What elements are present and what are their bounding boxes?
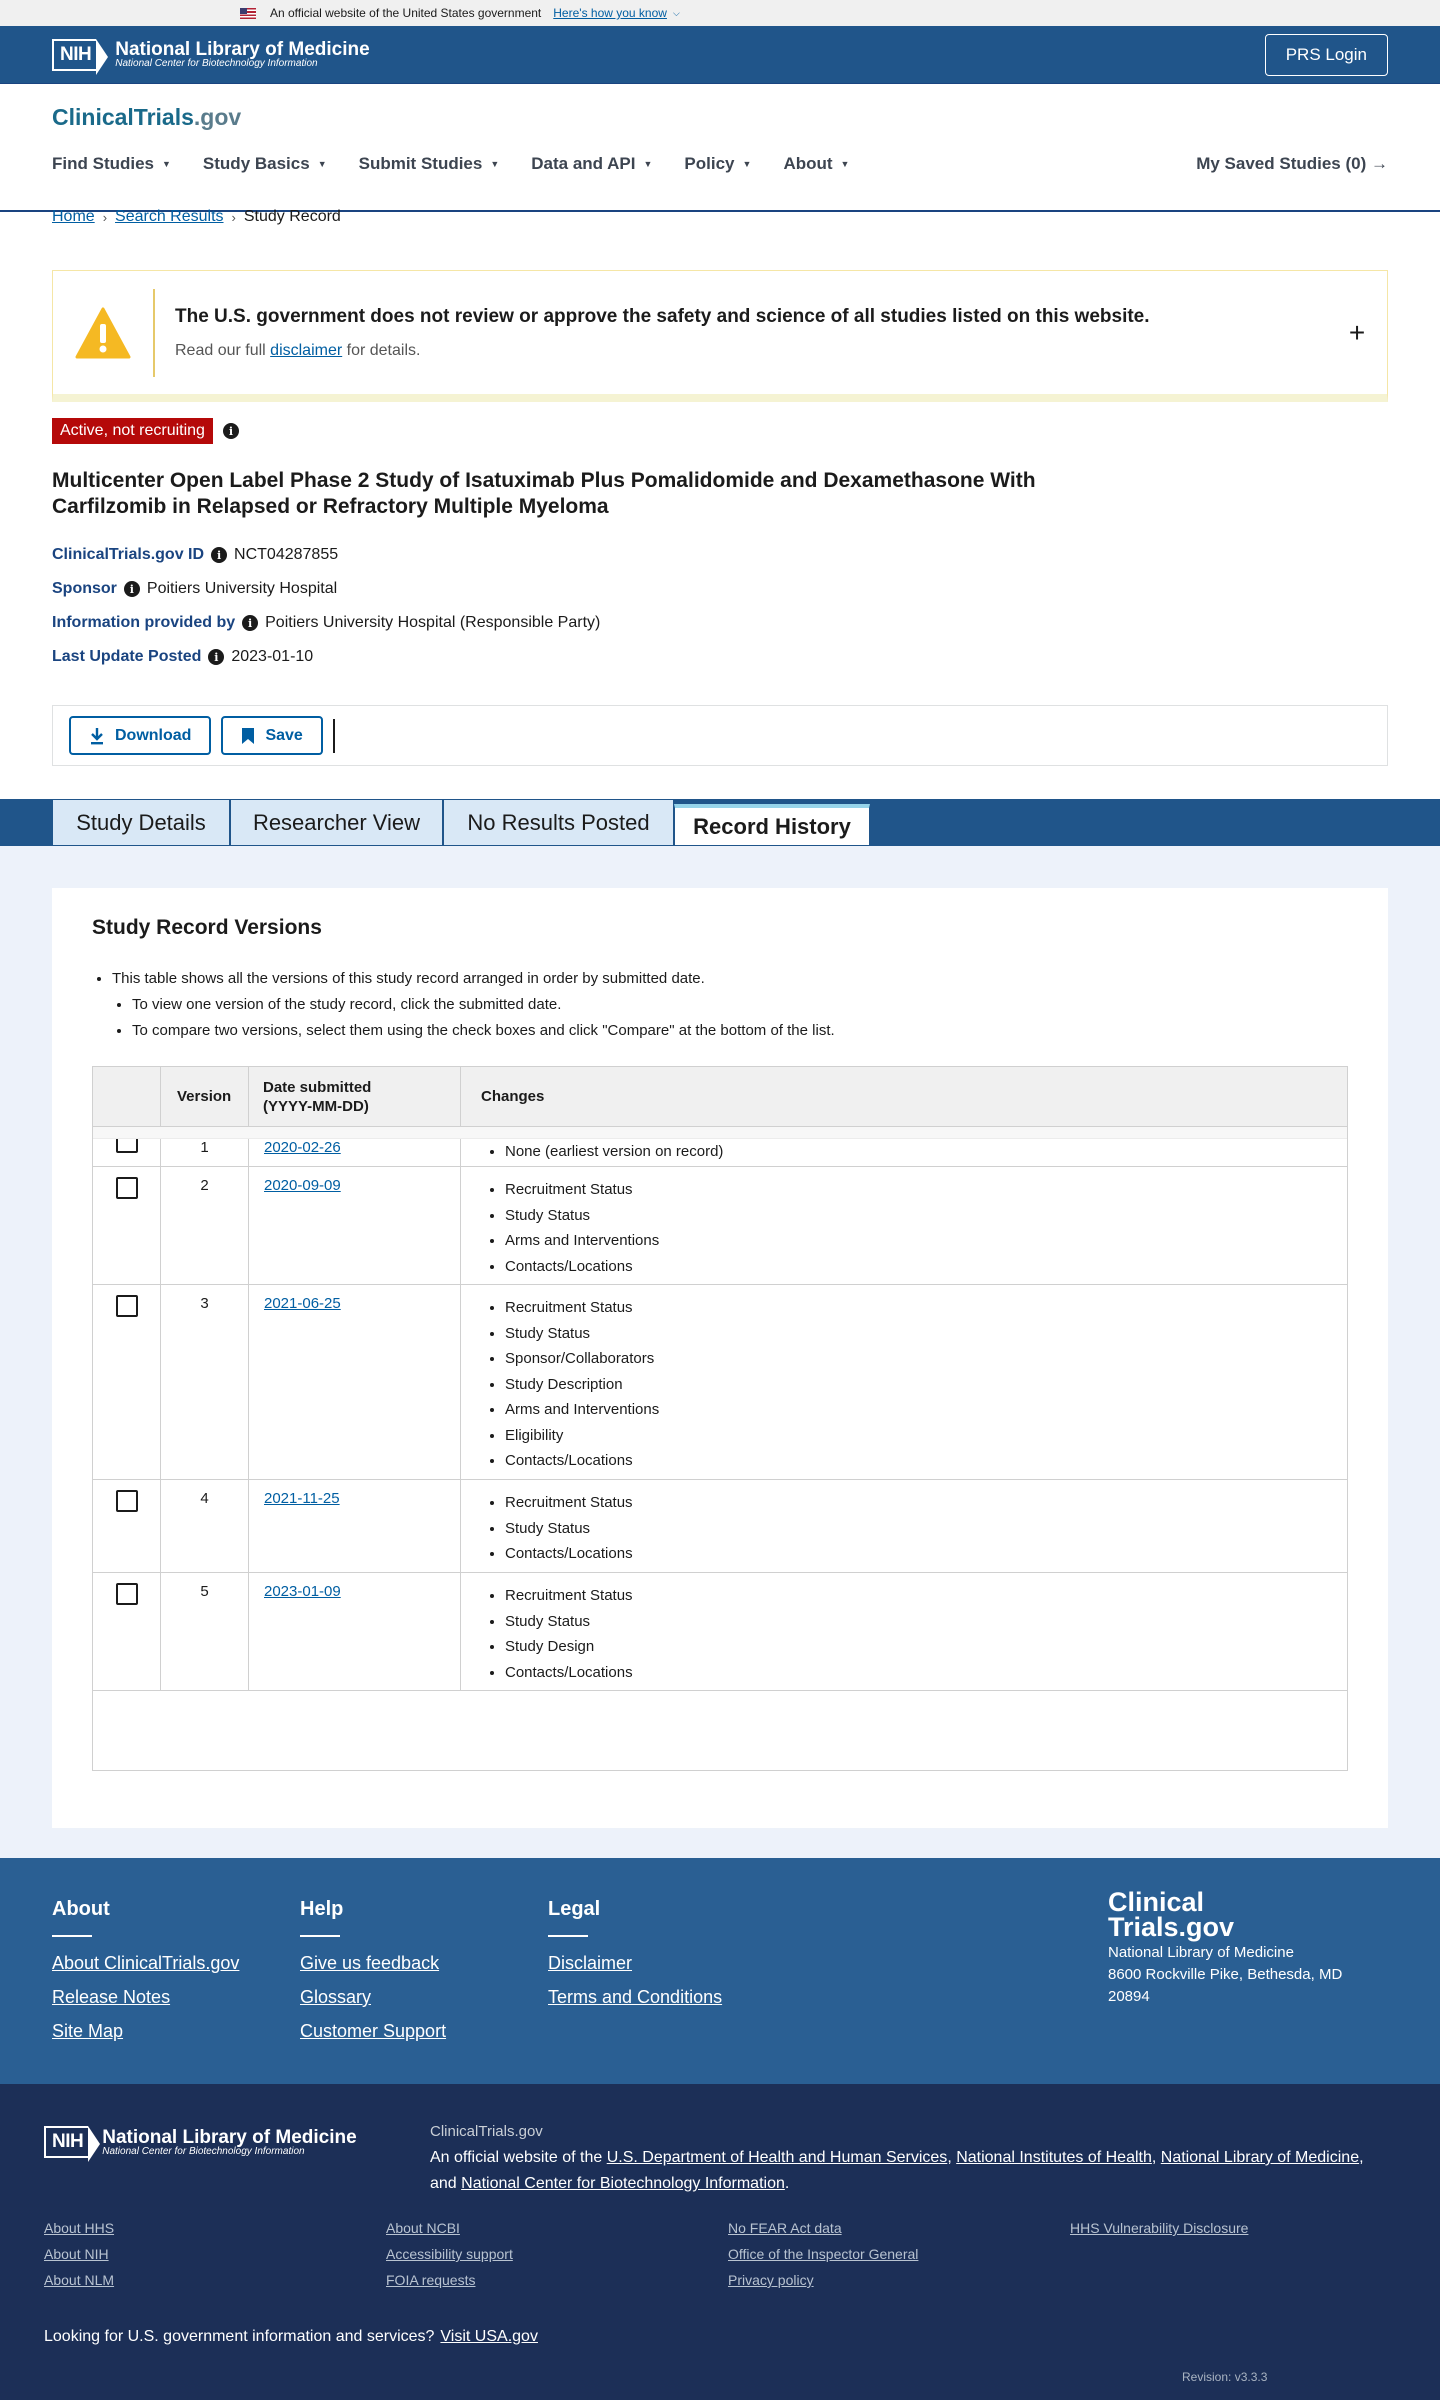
nav-submit-studies[interactable]: Submit Studies ▼ <box>358 154 500 173</box>
footer-link[interactable]: Site Map <box>52 2021 124 2041</box>
hhs-link[interactable]: U.S. Department of Health and Human Services <box>606 2149 948 2166</box>
us-flag-icon <box>240 8 256 19</box>
visit-usa-gov-link[interactable]: Visit USA.gov <box>440 2328 538 2345</box>
chevron-down-icon: ▼ <box>317 159 327 169</box>
footer-legal-column: Legal Disclaimer Terms and Conditions <box>548 1898 723 2007</box>
nlm-link[interactable]: National Library of Medicine <box>1160 2149 1360 2166</box>
provided-by-value: Poitiers University Hospital (Responsible Party) <box>265 614 601 631</box>
agency-link[interactable]: FOIA requests <box>386 2272 476 2288</box>
warning-icon <box>53 307 153 359</box>
nav-about[interactable]: About ▼ <box>783 154 850 173</box>
nav-policy[interactable]: Policy ▼ <box>684 154 752 173</box>
nlm-footer-logo[interactable]: NIH National Library of Medicine National Center for Biotechnology Information <box>44 2126 357 2158</box>
heres-how-you-know-link[interactable]: Here's how you know <box>553 6 667 20</box>
info-icon[interactable]: i <box>124 581 140 597</box>
agency-link[interactable]: Privacy policy <box>728 2272 814 2288</box>
study-id-row: ClinicalTrials.gov ID i NCT04287855 <box>52 546 339 563</box>
study-title: Multicenter Open Label Phase 2 Study of Isatuximab Plus Pomalidomide and Dexamethasone With Carfilzomib in Relapsed or Refractory Multiple Myeloma <box>52 469 1036 518</box>
table-row: 5 2023-01-09 • Recruitment Status • Study Status • Study Design • Contacts/Locations <box>93 1573 1347 1691</box>
agency-link[interactable]: About NCBI <box>386 2220 460 2236</box>
nih-link[interactable]: National Institutes of Health <box>956 2149 1152 2166</box>
version-checkbox[interactable] <box>116 1177 138 1199</box>
version-checkbox[interactable] <box>116 1583 138 1605</box>
tab-no-results-posted[interactable]: No Results Posted <box>443 799 674 846</box>
last-update-value: 2023-01-10 <box>231 648 314 665</box>
footer-link[interactable]: Give us feedback <box>300 1953 440 1973</box>
tab-record-history[interactable]: Record History <box>674 804 870 846</box>
save-button[interactable]: Save <box>221 716 322 755</box>
table-header: Version Date submitted (YYYY-MM-DD) Changes <box>93 1067 1347 1127</box>
site-header <box>0 84 1440 212</box>
my-saved-studies-link[interactable]: My Saved Studies (0) → <box>1196 154 1388 173</box>
action-bar <box>52 705 1388 766</box>
footer-link[interactable]: About ClinicalTrials.gov <box>52 1953 240 1973</box>
breadcrumb-current: Study Record <box>243 208 341 225</box>
agency-links <box>44 2220 1412 2288</box>
version-checkbox[interactable] <box>116 1490 138 1512</box>
sponsor-value: Poitiers University Hospital <box>146 580 338 597</box>
nih-logo-mark: NIH <box>44 2126 88 2158</box>
download-button[interactable]: Download <box>69 716 211 755</box>
info-icon[interactable]: i <box>208 649 224 665</box>
provided-by-row: Information provided by i Poitiers University Hospital (Responsible Party) <box>52 614 601 631</box>
table-row: 2 2020-09-09 • Recruitment Status • Study Status • Arms and Interventions • Contacts/Locations <box>93 1167 1347 1285</box>
agency-link[interactable]: Office of the Inspector General <box>728 2246 919 2262</box>
agency-link[interactable]: No FEAR Act data <box>728 2220 842 2236</box>
gov-banner <box>0 0 1440 26</box>
disclaimer-link[interactable]: disclaimer <box>270 341 343 359</box>
prs-login-button[interactable]: PRS Login <box>1265 34 1388 76</box>
agency-link[interactable]: About NLM <box>44 2272 115 2288</box>
nih-header <box>0 26 1440 84</box>
agency-link[interactable]: About NIH <box>44 2246 109 2262</box>
main-nav <box>52 146 1388 182</box>
divider <box>333 719 335 753</box>
arrow-right-icon: → <box>1371 154 1388 173</box>
footer <box>0 1858 1440 2084</box>
section-heading: Study Record Versions <box>92 916 322 939</box>
version-date-link[interactable]: 2020-02-26 <box>264 1139 341 1156</box>
breadcrumb <box>52 208 341 226</box>
revision-text: Revision: v3.3.3 <box>1182 2370 1268 2384</box>
sponsor-row: Sponsor i Poitiers University Hospital <box>52 580 338 597</box>
table-row: 1 2020-02-26 • None (earliest version on record) <box>93 1139 1347 1167</box>
agency-link[interactable]: Accessibility support <box>386 2246 513 2262</box>
footer-link[interactable]: Disclaimer <box>548 1953 633 1973</box>
chevron-right-icon: › <box>231 209 236 225</box>
status-badge: Active, not recruiting <box>52 418 213 444</box>
chevron-down-icon: ▼ <box>742 159 752 169</box>
main-content <box>0 846 1440 1858</box>
nav-data-and-api[interactable]: Data and API ▼ <box>531 154 653 173</box>
footer-help-column: Help Give us feedback Glossary Customer Support <box>300 1898 447 2041</box>
footer-link[interactable]: Customer Support <box>300 2021 447 2041</box>
info-icon[interactable]: i <box>211 547 227 563</box>
version-checkbox[interactable] <box>116 1295 138 1317</box>
tab-researcher-view[interactable]: Researcher View <box>230 799 443 846</box>
chevron-down-icon: ▼ <box>162 159 171 169</box>
info-icon[interactable]: i <box>223 423 239 439</box>
bookmark-icon <box>241 727 255 745</box>
version-date-link[interactable]: 2023-01-09 <box>264 1583 341 1600</box>
versions-table <box>92 1066 1348 1771</box>
clinicaltrials-logo[interactable]: ClinicalTrials.gov <box>52 104 242 130</box>
ncbi-link[interactable]: National Center for Biotechnology Information <box>461 2175 785 2192</box>
nlm-name: National Library of Medicine <box>115 39 370 60</box>
footer-link[interactable]: Release Notes <box>52 1987 171 2007</box>
ncbi-name: National Center for Biotechnology Information <box>115 58 318 69</box>
nav-find-studies[interactable]: Find Studies ▼ <box>52 154 171 173</box>
tab-study-details[interactable]: Study Details <box>52 799 230 846</box>
record-history-card <box>52 888 1388 1828</box>
chevron-down-icon: ▼ <box>490 159 500 169</box>
breadcrumb-home[interactable]: Home <box>52 208 95 225</box>
version-date-link[interactable]: 2021-06-25 <box>264 1295 341 1312</box>
agency-link[interactable]: HHS Vulnerability Disclosure <box>1070 2220 1249 2236</box>
version-checkbox[interactable] <box>116 1139 138 1153</box>
chevron-down-icon: ⌵ <box>672 7 680 18</box>
version-date-link[interactable]: 2021-11-25 <box>264 1490 340 1507</box>
footer-link[interactable]: Glossary <box>300 1987 372 2007</box>
table-row: 4 2021-11-25 • Recruitment Status • Study Status • Contacts/Locations <box>93 1480 1347 1573</box>
version-date-link[interactable]: 2020-09-09 <box>264 1177 341 1194</box>
gov-banner-text: An official website of the United States government <box>270 6 542 20</box>
agency-link[interactable]: About HHS <box>44 2220 115 2236</box>
footer-about-column: About About ClinicalTrials.gov Release Notes Site Map <box>52 1898 240 2041</box>
usa-gov-row: Looking for U.S. government information and services? Visit USA.gov <box>44 2328 538 2345</box>
footer-link[interactable]: Terms and Conditions <box>548 1987 723 2007</box>
last-update-row: Last Update Posted i 2023-01-10 <box>52 648 314 665</box>
chevron-right-icon: › <box>102 209 108 225</box>
nih-logo-mark: NIH <box>52 39 96 71</box>
tabs-bar <box>0 799 1440 846</box>
disclaimer-alert <box>52 270 1388 402</box>
instructions: • This table shows all the versions of this study record arranged in order by submitted date. • To view one version of the study record, click the submitted date. • To compare two versions, select them using the check boxes and click "Compare" at the bottom of the list. <box>92 966 835 1044</box>
study-id: NCT04287855 <box>234 546 339 563</box>
table-row: 3 2021-06-25 • Recruitment Status • Study Status • Sponsor/Collaborators • Study Description • Arms and Interventions • Eligibility • Contacts/Locations <box>93 1285 1347 1480</box>
info-icon[interactable]: i <box>242 615 258 631</box>
agency-footer <box>0 2084 1440 2400</box>
chevron-down-icon: ▼ <box>840 159 850 169</box>
nlm-logo[interactable] <box>52 39 370 71</box>
download-icon <box>89 727 105 745</box>
disclaimer-title: The U.S. government does not review or approve the safety and science of all studies listed on this website. <box>175 305 1150 327</box>
breadcrumb-search-results[interactable]: Search Results <box>115 208 224 225</box>
footer-logo[interactable]: Clinical Trials.gov National Library of Medicine 8600 Rockville Pike, Bethesda, MD 20894 <box>1108 1887 1343 2005</box>
chevron-down-icon: ▼ <box>643 159 653 169</box>
expand-plus-icon[interactable]: + <box>1348 316 1366 348</box>
nav-study-basics[interactable]: Study Basics ▼ <box>202 154 327 173</box>
disclaimer-text: Read our full disclaimer for details. <box>175 341 421 359</box>
official-statement: ClinicalTrials.gov An official website of the U.S. Department of Health and Human Services, National Institutes of Health, National Library of Medicine, and National Center for Biotechnology Information. <box>430 2123 1364 2192</box>
